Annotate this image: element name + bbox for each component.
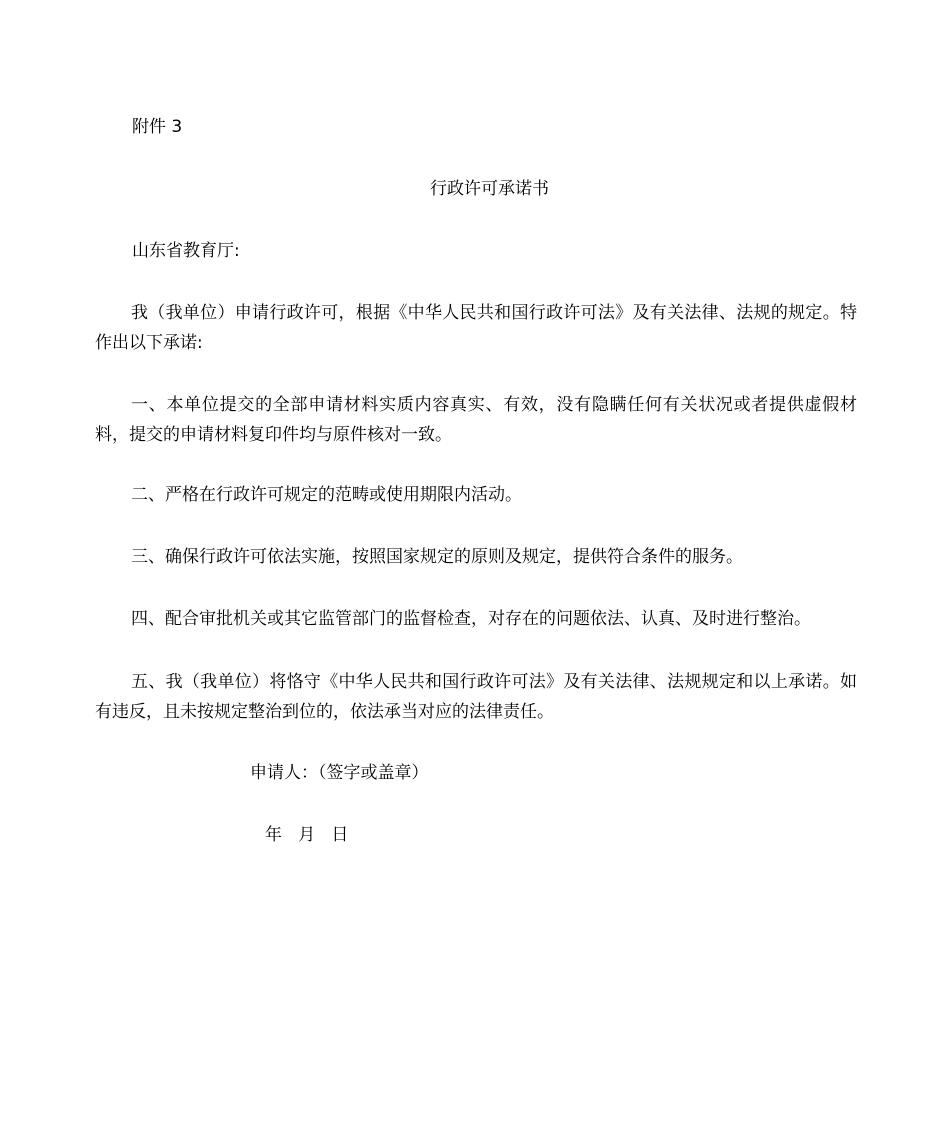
addressee: 山东省教育厅: xyxy=(132,241,240,261)
paragraph-intro: 我（我单位）申请行政许可，根据《中华人民共和国行政许可法》及有关法律、法规的规定。特作出以下承诺: xyxy=(95,303,857,353)
paragraph-commitment-2: 二、严格在行政许可规定的范畴或使用期限内活动。 xyxy=(131,485,522,505)
signature-line: 申请人：（签字或盖章） xyxy=(250,763,429,783)
paragraph-commitment-3: 三、确保行政许可依法实施，按照国家规定的原则及规定，提供符合条件的服务。 xyxy=(131,547,743,567)
paragraph-commitment-4: 四、配合审批机关或其它监管部门的监督检查，对存在的问题依法、认真、及时进行整治。 xyxy=(131,609,811,629)
date-line: 年 月 日 xyxy=(265,825,349,845)
paragraph-commitment-5: 五、我（我单位）将恪守《中华人民共和国行政许可法》及有关法律、法规规定和以上承诺。如有违反，且未按规定整治到位的，依法承当对应的法律责任。 xyxy=(95,672,857,722)
document-title: 行政许可承诺书 xyxy=(430,179,549,199)
paragraph-commitment-1: 一、本单位提交的全部申请材料实质内容真实、有效，没有隐瞒任何有关状况或者提供虚假材料，提交的申请材料复印件均与原件核对一致。 xyxy=(95,395,857,445)
attachment-label: 附件 3 xyxy=(132,117,183,137)
